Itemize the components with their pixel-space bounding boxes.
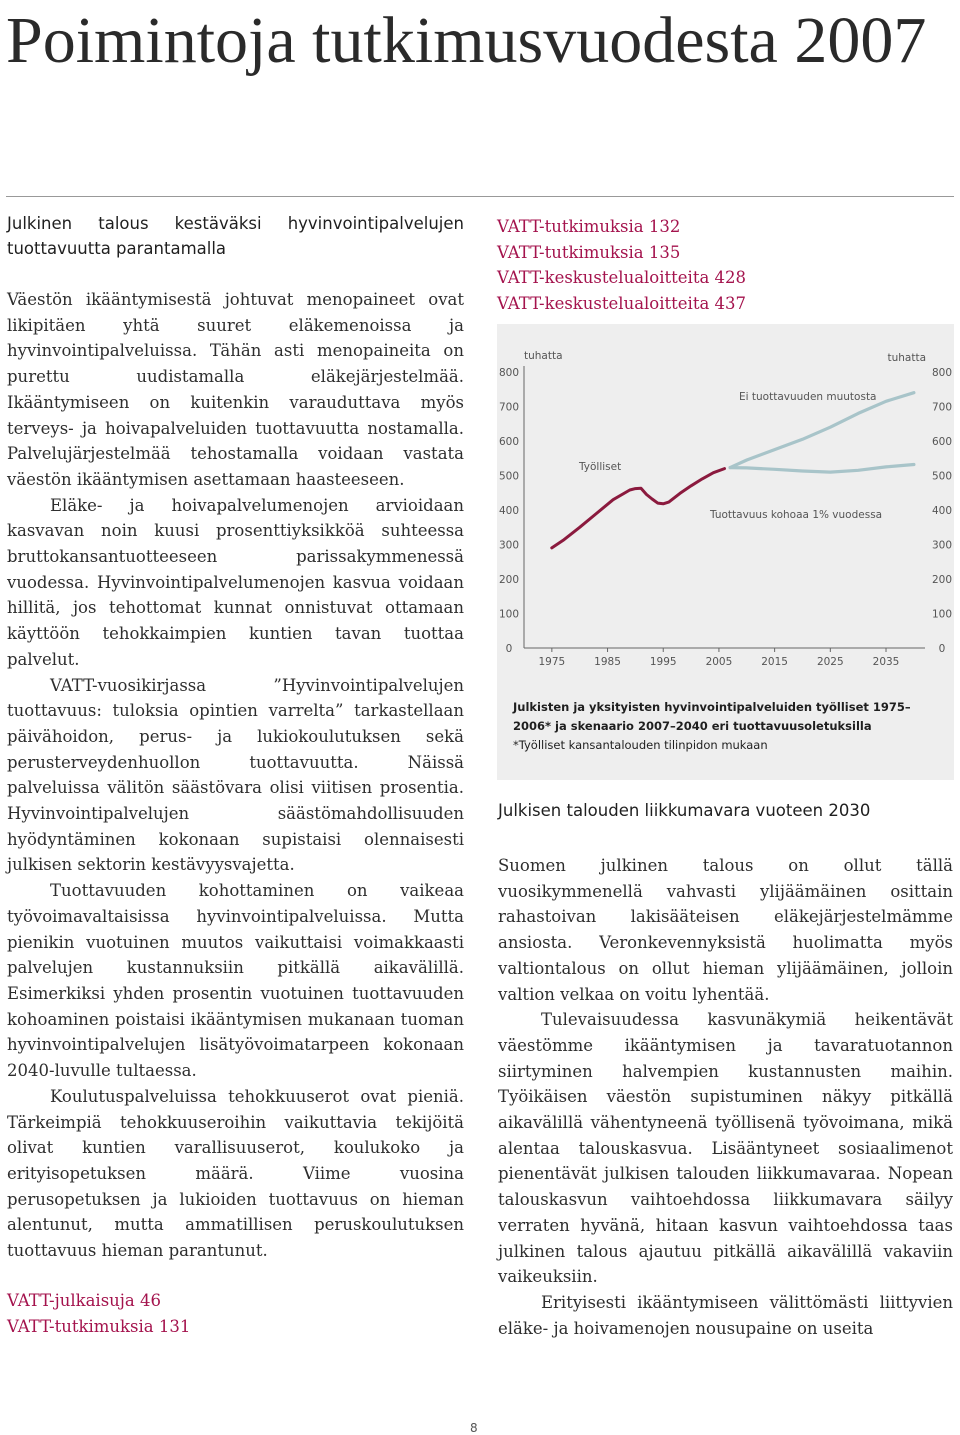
series-line-2 [730,393,914,468]
right-paragraph-3: Erityisesti ikääntymiseen välittömästi liittyvien eläke- ja hoivamenojen nousupaine on useita [498,1292,953,1338]
reference-link[interactable]: VATT-keskustelualoitteita 437 [497,293,747,313]
employment-chart-plot [497,324,954,694]
y-tick-label-left: 600 [498,436,520,448]
x-tick-label: 2005 [705,656,733,668]
reference-link[interactable]: VATT-tutkimuksia 131 [7,1316,191,1336]
x-tick-label: 2015 [761,656,788,668]
y-tick-label-right: 100 [931,608,953,621]
reference-link[interactable]: VATT-keskustelualoitteita 428 [497,268,747,287]
y-tick-label-right: 300 [931,539,953,552]
reference-link[interactable]: VATT-tutkimuksia 135 [497,242,681,262]
left-paragraph-4: Tuottavuuden kohottaminen on vaikeaa työvoimavaltaisissa hyvinvointipalveluissa. Mutta pienikin vuotuinen muutos vaikuttaisi voimakkaasti palvelujen kustannuksiin pitkällä aikavälillä. Esimerkiksi yhden prosentin vuotuinen tuottavuuden kohoaminen poistaisi ikääntymisen mukanaan tuoman hyvinvointipalvelujen lisätyövoimatarpeen kokonaan 2040-luvulle tultaessa. [7,881,464,1081]
y-tick-label-left: 300 [498,539,520,552]
y-tick-label-left: 0 [505,643,513,655]
x-tick-label: 1975 [538,656,566,668]
series-label-no-change: Ei tuottavuuden muutosta [739,391,877,403]
left-paragraph-5: Koulutuspalveluissa tehokkuuserot ovat pieniä. Tärkeimpiä tehokkuuseroihin vaikuttavia tekijöitä olivat kuntien varallisuuserot, koulukoko ja erityisopetuksen määrä. Viime vuosina perusopetuksen ja lukioiden tuottavuus on hieman alentunut, mutta ammatillisen peruskoulutuksen tuottavuus hieman parantunut. [7,1086,464,1261]
reference-link[interactable]: VATT-julkaisuja 46 [7,1291,161,1310]
y-tick-label-left: 700 [498,401,520,414]
y-tick-label-right: 200 [931,574,953,586]
y-tick-label-right: 400 [931,505,953,517]
y-tick-label-left: 500 [498,470,520,483]
right-references [497,214,746,316]
page-number: 8 [470,1421,478,1435]
right-unit-label: tuhatta [887,352,926,364]
y-tick-label-left: 400 [498,505,520,517]
series-line-1 [552,469,725,548]
right-paragraph-2: Tulevaisuudessa kasvunäkymiä heikentävät väestömme ikääntymisen ja tavaratuotannon siirtyminen halvempien kustannusten maihin. Työikäisen väestön supistuminen näkyy pitkällä aikavälillä vähentyneenä työllisenä työvoimana, mikä alentaa talouskasvua. Lisääntyneet sosiaalimenot pienentävät julkisen talouden liikkumavaraa. Nopean talouskasvun vaihtoehdossa liikkumavara säilyy verraten hyvänä, hitaan kasvun vaihtoehdossa taas julkinen talous ajautuu pitkällä aikavälillä vakaviin vaikeuksiin. [498,1010,953,1287]
x-tick-label: 1985 [594,656,621,668]
right-paragraph-1: Suomen julkinen talous on ollut tällä vuosikymmenellä vahvasti ylijäämäinen osittain rahastoivan lakisääteisen eläkejärjestelmämme ansiosta. Veronkevennyksistä huolimatta myös valtiontalous on ollut hieman ylijäämäinen, jolloin valtion velkaa on voitu lyhentää. [498,856,953,1004]
left-references [7,1288,190,1339]
series-label-employed: Työlliset [579,461,622,473]
header-divider [6,196,954,197]
section-heading-productivity: Julkinen talous kestäväksi hyvinvointipalvelujen tuottavuutta parantamalla [7,214,464,258]
y-tick-label-right: 500 [931,470,953,483]
left-unit-label: tuhatta [524,350,563,362]
chart-caption-note: *Työlliset kansantalouden tilinpidon mukaan [513,738,768,752]
y-tick-label-right: 0 [938,643,946,655]
left-paragraph-3: VATT-vuosikirjassa ”Hyvinvointipalvelujen tuottavuus: tuloksia opintien varrelta” tarkastellaan päivähoidon, perus- ja lukiokoulutuksen sekä perusterveydenhuollon tuottavuutta. Näissä palveluissa välitön säästövara olisi viitisen prosentia. Hyvinvointipalvelujen säästömahdollisuuden hyödyntäminen kokonaan supistaisi olennaisesti julkisen sektorin kestävyysvajetta. [7,675,464,875]
chart-caption [513,698,943,755]
series-line-3 [730,465,914,473]
left-paragraph-2: Eläke- ja hoivapalvelumenojen arvioidaan kasvavan noin kuusi prosenttiyksikköä suhteessa bruttokansantuotteeseen parissakymmenessä vuodessa. Hyvinvointipalvelumenojen kasvua voidaan hillitä, jos tehottomat kunnat onnistuvat ottamaan käyttöön tehokkaimpien kuntien tavan tuottaa palvelut. [7,495,464,669]
section-heading-fiscal: Julkisen talouden liikkumavara vuoteen 2030 [498,801,871,820]
right-column [498,798,953,1341]
x-tick-label: 2035 [872,656,900,668]
x-tick-label: 1995 [649,656,677,668]
left-column [7,211,464,1264]
employment-chart [497,324,954,780]
y-tick-label-left: 100 [498,608,520,621]
y-tick-label-left: 200 [498,574,520,586]
series-label-productivity: Tuottavuus kohoaa 1% vuodessa [710,509,883,521]
page-title: Poimintoja tutkimusvuodesta 2007 [6,4,927,77]
y-tick-label-left: 800 [498,367,520,379]
y-tick-label-right: 700 [931,401,953,414]
y-tick-label-right: 600 [931,436,953,448]
chart-caption-title: Julkisten ja yksityisten hyvinvointipalveluiden työlliset 1975–2006* ja skenaario 2007–2040 eri tuottavuusoletuksilla [513,700,911,733]
left-paragraph-1: Väestön ikääntymisestä johtuvat menopaineet ovat likipitäen yhtä suuret eläkemenoissa ja hyvinvointipalveluissa. Tähän asti menopaineita on purettu uudistamalla eläkejärjestelmää. Ikääntymiseen on kuitenkin varauduttava myös terveys- ja hoivapalveluiden tuottavuutta nostamalla. Palvelujärjestelmää tehostamalla voidaan vastata väestön ikääntymisen asettamaan haasteeseen. [7,290,464,489]
x-tick-label: 2025 [816,656,844,668]
y-tick-label-right: 800 [931,367,953,379]
reference-link[interactable]: VATT-tutkimuksia 132 [497,217,681,236]
